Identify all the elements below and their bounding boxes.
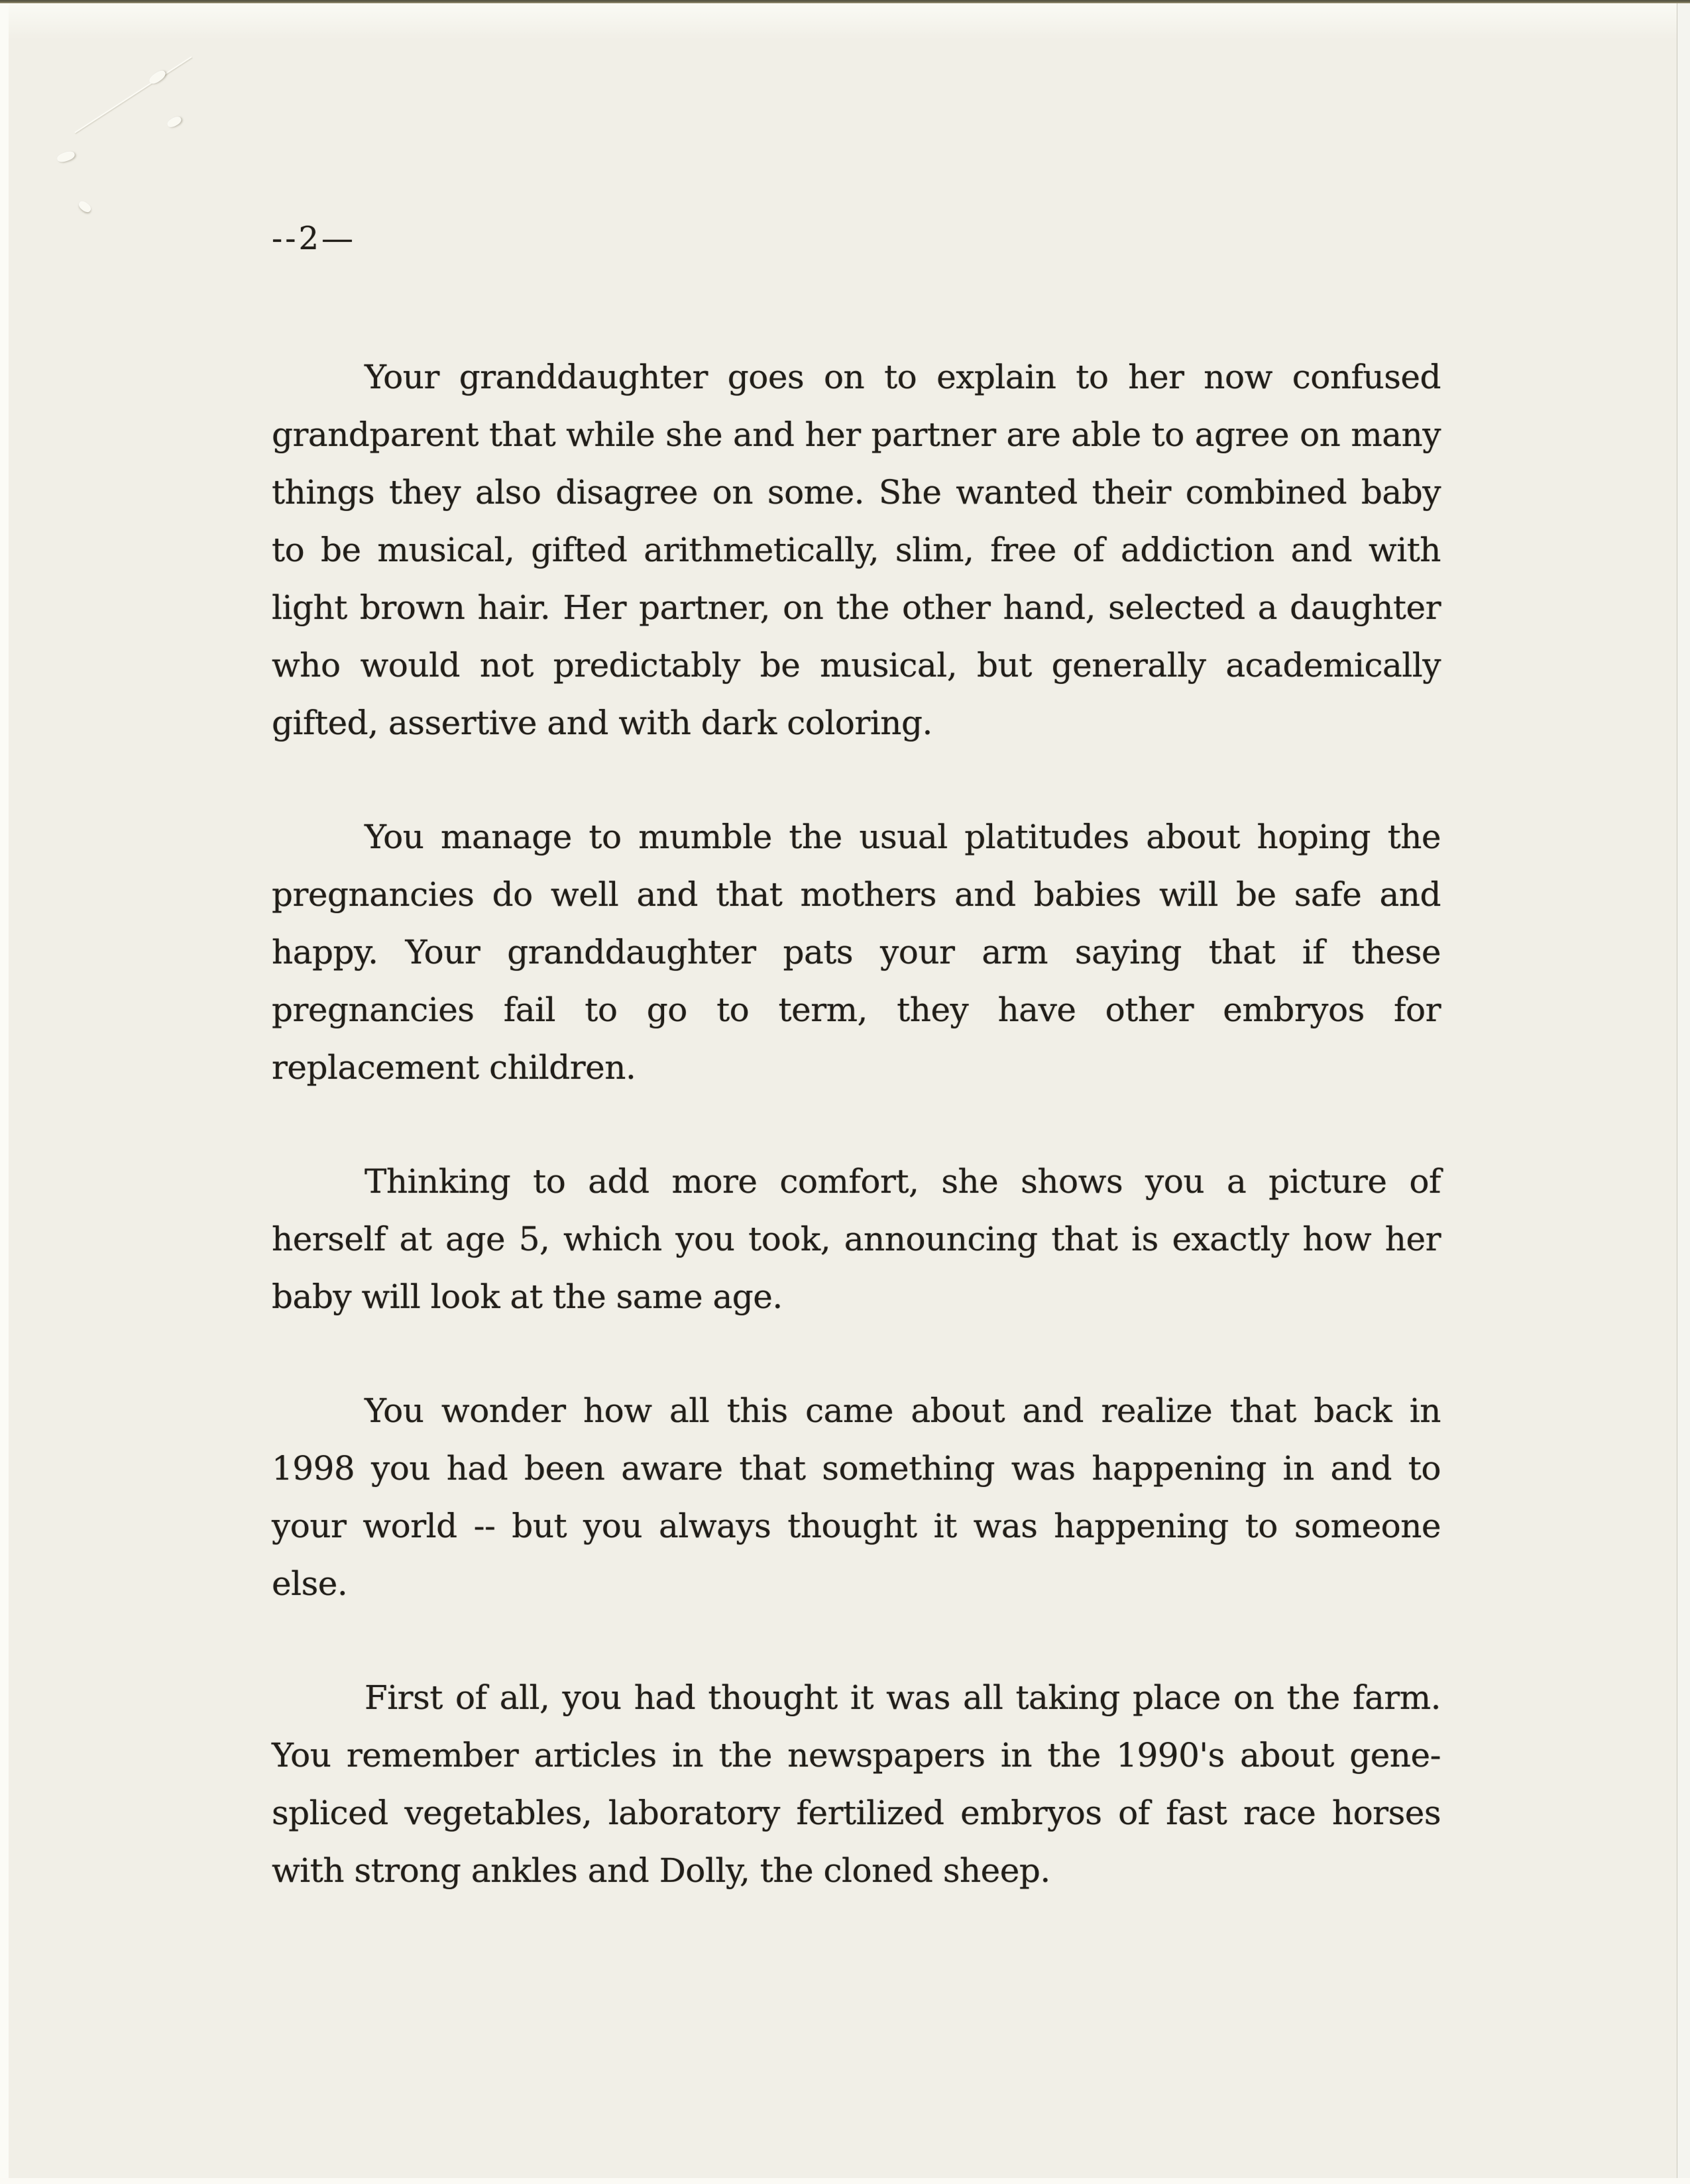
paragraph-2 (272, 808, 1441, 1097)
text-line: 1998 you had been aware that something was happening in and to (272, 1449, 1441, 1488)
staple-mark (77, 199, 92, 214)
text-line: to be musical, gifted arithmetically, slim, free of addiction and with (272, 531, 1441, 569)
text-line: light brown hair. Her partner, on the other hand, selected a daughter (272, 588, 1441, 627)
text-line: your world -- but you always thought it was happening to someone (272, 1507, 1441, 1545)
paragraph-5 (272, 1669, 1441, 1900)
page-number: --2— (272, 220, 356, 257)
text-line: baby will look at the same age. (272, 1278, 783, 1316)
text-line: grandparent that while she and her partner are able to agree on many (272, 415, 1441, 454)
text-line: pregnancies fail to go to term, they have other embryos for (272, 991, 1441, 1029)
text-line: things they also disagree on some. She wanted their combined baby (272, 473, 1441, 512)
scan-left-edge (0, 3, 9, 2184)
text-line: Thinking to add more comfort, she shows you a picture of (365, 1162, 1441, 1201)
text-line: with strong ankles and Dolly, the cloned sheep. (272, 1851, 1050, 1890)
staple-mark (56, 150, 76, 164)
text-line: You remember articles in the newspapers in the 1990's about gene- (272, 1736, 1441, 1774)
staple-mark (148, 68, 168, 85)
text-line: else. (272, 1564, 348, 1603)
paragraph-3 (272, 1153, 1441, 1326)
text-line: Your granddaughter goes on to explain to her now confused (365, 358, 1441, 396)
text-line: who would not predictably be musical, but generally academically (272, 646, 1441, 684)
text-line: replacement children. (272, 1048, 636, 1087)
text-line: You manage to mumble the usual platitudes about hoping the (365, 818, 1441, 856)
text-line: pregnancies do well and that mothers and babies will be safe and (272, 875, 1441, 914)
text-line: You wonder how all this came about and realize that back in (365, 1392, 1441, 1430)
text-column (272, 0, 1441, 1900)
paragraph-4 (272, 1382, 1441, 1613)
text-line: gifted, assertive and with dark coloring. (272, 704, 932, 742)
text-line: First of all, you had thought it was all taking place on the farm. (365, 1678, 1441, 1717)
scan-right-edge (1677, 3, 1690, 2184)
text-line: happy. Your granddaughter pats your arm saying that if these (272, 933, 1441, 971)
text-line: spliced vegetables, laboratory fertilized embryos of fast race horses (272, 1794, 1441, 1832)
scan-bottom-edge (0, 2178, 1690, 2184)
staple-mark (166, 115, 182, 129)
paragraph-1 (272, 349, 1441, 752)
text-line: herself at age 5, which you took, announcing that is exactly how her (272, 1220, 1441, 1258)
